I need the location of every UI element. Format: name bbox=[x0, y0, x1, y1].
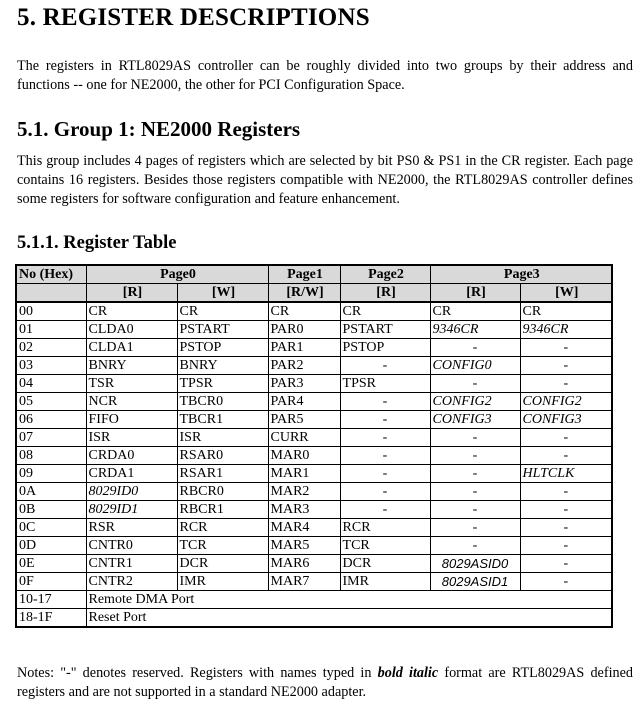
table-row bbox=[16, 393, 612, 411]
register-name-cell: TBCR1 bbox=[177, 411, 268, 429]
table-row bbox=[16, 573, 612, 591]
register-name-cell: MAR5 bbox=[268, 537, 340, 555]
register-name-cell: RCR bbox=[177, 519, 268, 537]
table-row bbox=[16, 321, 612, 339]
register-name-cell: - bbox=[520, 573, 612, 591]
register-name-cell: FIFO bbox=[86, 411, 177, 429]
register-offset-cell: 18-1F bbox=[16, 609, 86, 628]
register-name-cell: - bbox=[430, 483, 520, 501]
register-offset-cell: 06 bbox=[16, 411, 86, 429]
register-name-cell: CURR bbox=[268, 429, 340, 447]
register-name-cell: RBCR0 bbox=[177, 483, 268, 501]
register-name-cell: CNTR1 bbox=[86, 555, 177, 573]
section-title: 5. REGISTER DESCRIPTIONS bbox=[17, 4, 370, 31]
register-name-cell: TPSR bbox=[177, 375, 268, 393]
register-offset-cell: 0C bbox=[16, 519, 86, 537]
col-header-page3: Page3 bbox=[430, 265, 612, 284]
register-name-cell: IMR bbox=[340, 573, 430, 591]
register-name-cell: - bbox=[340, 429, 430, 447]
register-name-cell: PSTOP bbox=[340, 339, 430, 357]
register-name-cell: MAR3 bbox=[268, 501, 340, 519]
register-name-cell: - bbox=[430, 339, 520, 357]
register-offset-cell: 05 bbox=[16, 393, 86, 411]
register-name-cell: DCR bbox=[177, 555, 268, 573]
col-header-page0: Page0 bbox=[86, 265, 268, 284]
register-name-cell: - bbox=[430, 447, 520, 465]
register-name-cell: 8029ASID0 bbox=[430, 555, 520, 573]
register-name-cell: - bbox=[520, 357, 612, 375]
port-description-cell: Reset Port bbox=[86, 609, 612, 628]
register-name-cell: CNTR2 bbox=[86, 573, 177, 591]
table-row bbox=[16, 429, 612, 447]
register-name-cell: 9346CR bbox=[430, 321, 520, 339]
group-title: 5.1. Group 1: NE2000 Registers bbox=[17, 117, 301, 141]
register-name-cell: - bbox=[340, 357, 430, 375]
register-name-cell: RSAR0 bbox=[177, 447, 268, 465]
register-name-cell: CLDA1 bbox=[86, 339, 177, 357]
register-name-cell: PSTART bbox=[177, 321, 268, 339]
group-paragraph: This group includes 4 pages of registers which are selected by bit PS0 & PS1 in the CR register. Each page contains 16 registers. Besides those registers compatible with NE2000, the RTL8029AS controller defines some registers for software configuration and feature enhancement. bbox=[17, 153, 633, 207]
register-name-cell: - bbox=[430, 519, 520, 537]
register-name-cell: - bbox=[430, 429, 520, 447]
table-subheader-row bbox=[16, 284, 612, 303]
col-header-page2: Page2 bbox=[340, 265, 430, 284]
register-name-cell: - bbox=[340, 447, 430, 465]
register-name-cell: CONFIG2 bbox=[430, 393, 520, 411]
register-name-cell: MAR7 bbox=[268, 573, 340, 591]
register-name-cell: TCR bbox=[177, 537, 268, 555]
col-header-no: No (Hex) bbox=[16, 265, 86, 284]
register-name-cell: ISR bbox=[86, 429, 177, 447]
register-name-cell: CONFIG0 bbox=[430, 357, 520, 375]
table-row bbox=[16, 483, 612, 501]
register-name-cell: CRDA1 bbox=[86, 465, 177, 483]
table-row bbox=[16, 591, 612, 609]
register-name-cell: PAR5 bbox=[268, 411, 340, 429]
register-name-cell: - bbox=[520, 555, 612, 573]
register-name-cell: TPSR bbox=[340, 375, 430, 393]
table-row bbox=[16, 501, 612, 519]
table-row bbox=[16, 357, 612, 375]
register-offset-cell: 00 bbox=[16, 302, 86, 321]
table-row bbox=[16, 339, 612, 357]
table-row bbox=[16, 537, 612, 555]
register-name-cell: - bbox=[520, 339, 612, 357]
register-offset-cell: 0A bbox=[16, 483, 86, 501]
register-name-cell: CRDA0 bbox=[86, 447, 177, 465]
register-name-cell: MAR4 bbox=[268, 519, 340, 537]
register-name-cell: PAR3 bbox=[268, 375, 340, 393]
register-name-cell: NCR bbox=[86, 393, 177, 411]
register-name-cell: TSR bbox=[86, 375, 177, 393]
register-name-cell: TCR bbox=[340, 537, 430, 555]
register-name-cell: 8029ID0 bbox=[86, 483, 177, 501]
subheader-page0-w: [W] bbox=[177, 284, 268, 303]
register-name-cell: - bbox=[520, 501, 612, 519]
register-name-cell: HLTCLK bbox=[520, 465, 612, 483]
register-offset-cell: 01 bbox=[16, 321, 86, 339]
register-name-cell: - bbox=[340, 411, 430, 429]
register-offset-cell: 10-17 bbox=[16, 591, 86, 609]
subheader-page2-r: [R] bbox=[340, 284, 430, 303]
register-name-cell: CR bbox=[268, 302, 340, 321]
table-row bbox=[16, 302, 612, 321]
register-name-cell: CR bbox=[340, 302, 430, 321]
register-name-cell: RSR bbox=[86, 519, 177, 537]
register-name-cell: PSTART bbox=[340, 321, 430, 339]
register-name-cell: CNTR0 bbox=[86, 537, 177, 555]
port-description-cell: Remote DMA Port bbox=[86, 591, 612, 609]
register-name-cell: ISR bbox=[177, 429, 268, 447]
register-name-cell: DCR bbox=[340, 555, 430, 573]
register-offset-cell: 0D bbox=[16, 537, 86, 555]
register-name-cell: MAR2 bbox=[268, 483, 340, 501]
register-name-cell: PSTOP bbox=[177, 339, 268, 357]
register-name-cell: IMR bbox=[177, 573, 268, 591]
register-name-cell: - bbox=[520, 429, 612, 447]
register-name-cell: - bbox=[520, 537, 612, 555]
subheader-page1-rw: [R/W] bbox=[268, 284, 340, 303]
register-name-cell: BNRY bbox=[177, 357, 268, 375]
table-row bbox=[16, 519, 612, 537]
register-name-cell: PAR2 bbox=[268, 357, 340, 375]
register-name-cell: CLDA0 bbox=[86, 321, 177, 339]
register-name-cell: - bbox=[340, 465, 430, 483]
subheader-page0-r: [R] bbox=[86, 284, 177, 303]
register-name-cell: 9346CR bbox=[520, 321, 612, 339]
register-offset-cell: 04 bbox=[16, 375, 86, 393]
table-row bbox=[16, 609, 612, 628]
register-name-cell: MAR6 bbox=[268, 555, 340, 573]
notes-prefix: Notes: "-" denotes reserved. Registers with names typed in bbox=[17, 665, 378, 681]
register-name-cell: BNRY bbox=[86, 357, 177, 375]
subheader-page3-w: [W] bbox=[520, 284, 612, 303]
register-offset-cell: 09 bbox=[16, 465, 86, 483]
register-offset-cell: 0B bbox=[16, 501, 86, 519]
register-name-cell: - bbox=[430, 537, 520, 555]
register-name-cell: - bbox=[430, 465, 520, 483]
register-name-cell: 8029ASID1 bbox=[430, 573, 520, 591]
table-row bbox=[16, 447, 612, 465]
register-offset-cell: 07 bbox=[16, 429, 86, 447]
register-name-cell: - bbox=[520, 375, 612, 393]
register-name-cell: RSAR1 bbox=[177, 465, 268, 483]
register-offset-cell: 0F bbox=[16, 573, 86, 591]
register-name-cell: CR bbox=[86, 302, 177, 321]
notes-paragraph bbox=[17, 664, 633, 702]
register-name-cell: RBCR1 bbox=[177, 501, 268, 519]
register-name-cell: RCR bbox=[340, 519, 430, 537]
register-name-cell: 8029ID1 bbox=[86, 501, 177, 519]
subheader-page3-r: [R] bbox=[430, 284, 520, 303]
register-name-cell: CR bbox=[430, 302, 520, 321]
register-name-cell: - bbox=[340, 501, 430, 519]
notes-suffix: format are RTL8029AS defined registers and are not supported in a standard NE2000 adapter. bbox=[17, 665, 633, 700]
register-name-cell: PAR0 bbox=[268, 321, 340, 339]
table-row bbox=[16, 555, 612, 573]
register-offset-cell: 08 bbox=[16, 447, 86, 465]
col-header-page1: Page1 bbox=[268, 265, 340, 284]
register-name-cell: - bbox=[430, 501, 520, 519]
register-offset-cell: 0E bbox=[16, 555, 86, 573]
register-name-cell: - bbox=[520, 519, 612, 537]
register-name-cell: MAR1 bbox=[268, 465, 340, 483]
register-table bbox=[15, 264, 613, 628]
register-name-cell: TBCR0 bbox=[177, 393, 268, 411]
register-name-cell: MAR0 bbox=[268, 447, 340, 465]
register-name-cell: - bbox=[430, 375, 520, 393]
register-name-cell: CONFIG3 bbox=[430, 411, 520, 429]
register-name-cell: CONFIG2 bbox=[520, 393, 612, 411]
register-name-cell: PAR1 bbox=[268, 339, 340, 357]
subheader-empty bbox=[16, 284, 86, 303]
register-name-cell: CR bbox=[177, 302, 268, 321]
intro-paragraph: The registers in RTL8029AS controller can be roughly divided into two groups by their address and functions -- one for NE2000, the other for PCI Configuration Space. bbox=[17, 58, 633, 93]
table-row bbox=[16, 465, 612, 483]
notes-emphasis: bold italic bbox=[377, 665, 439, 681]
register-name-cell: - bbox=[340, 483, 430, 501]
register-name-cell: PAR4 bbox=[268, 393, 340, 411]
register-name-cell: - bbox=[340, 393, 430, 411]
register-offset-cell: 03 bbox=[16, 357, 86, 375]
register-name-cell: - bbox=[520, 447, 612, 465]
register-name-cell: CR bbox=[520, 302, 612, 321]
table-title: 5.1.1. Register Table bbox=[17, 233, 177, 253]
register-offset-cell: 02 bbox=[16, 339, 86, 357]
table-row bbox=[16, 411, 612, 429]
register-name-cell: CONFIG3 bbox=[520, 411, 612, 429]
table-row bbox=[16, 375, 612, 393]
table-header-row bbox=[16, 265, 612, 284]
register-name-cell: - bbox=[520, 483, 612, 501]
